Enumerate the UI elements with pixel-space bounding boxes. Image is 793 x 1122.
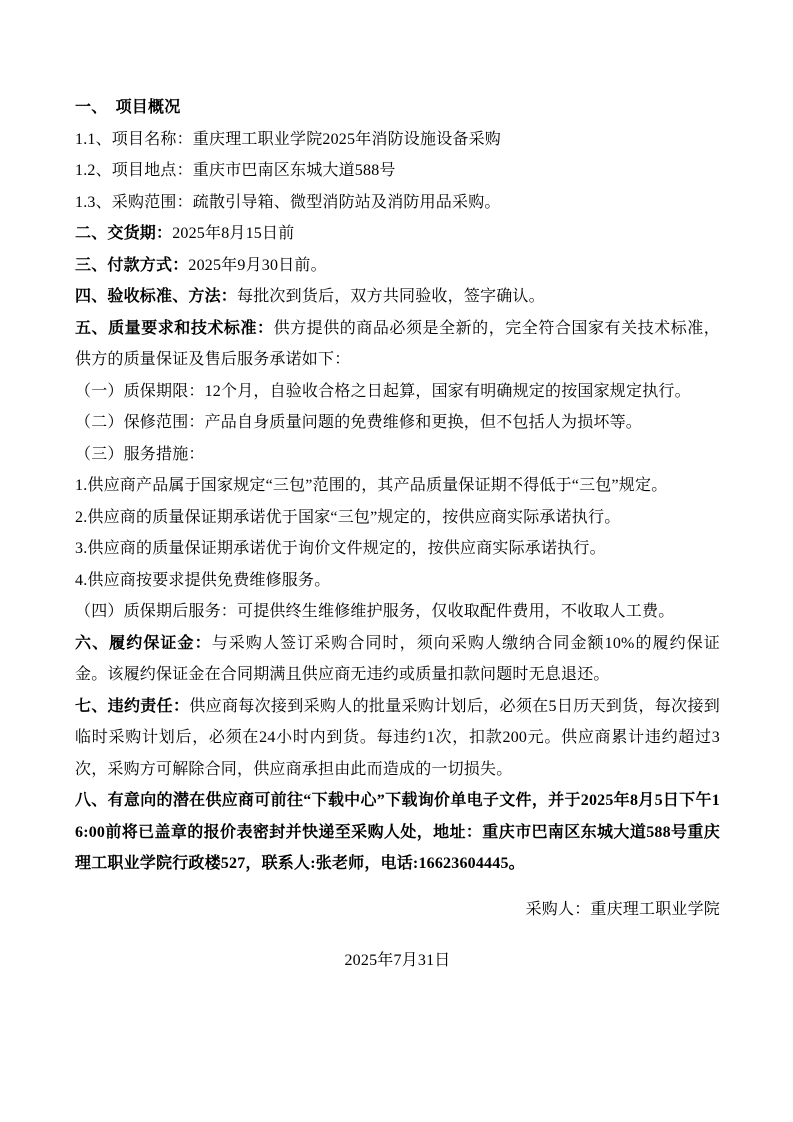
paragraph xyxy=(75,691,720,786)
paragraph-text: 2025年8月15日前 xyxy=(172,225,295,242)
paragraph-text: （三）服务措施： xyxy=(75,445,205,463)
paragraph-label: 六、履约保证金： xyxy=(75,634,212,652)
paragraph xyxy=(75,92,720,124)
paragraph-text: 1.2、项目地点：重庆市巴南区东城大道588号 xyxy=(75,162,396,179)
paragraph-label: 一、 项目概况 xyxy=(75,99,181,116)
paragraph xyxy=(75,124,720,156)
paragraph-label: 八、有意向的潜在供应商可前往“下载中心”下载询价单电子文件，并于2025年8月5日下午16:00前将已盖章的报价表密封并快递至采购人处，地址：重庆市巴南区东城大道588号重庆理工职业学院行政楼527，联系人:张老师，电话:16623604445。 xyxy=(75,792,720,872)
paragraph-text: 2025年9月30日前。 xyxy=(188,256,327,274)
paragraph-label: 四、验收标准、方法： xyxy=(75,288,238,305)
paragraph-text: （一）质保期限：12个月，自验收合格之日起算，国家有明确规定的按国家规定执行。 xyxy=(75,382,691,400)
paragraph-text: 供应商每次接到采购人的批量采购计划后，必须在5日历天到货，每次接到临时采购计划后，必须在24小时内到货。每违约1次，扣款200元。供应商累计违约超过3次，采购方可解除合同，供应商承担由此而造成的一切损失。 xyxy=(75,697,720,778)
paragraph xyxy=(75,533,720,565)
paragraph xyxy=(75,439,720,471)
paragraph-label: 二、交货期： xyxy=(75,225,173,242)
paragraph xyxy=(75,407,720,439)
document-date-line: 2025年7月31日 xyxy=(344,952,451,969)
paragraph xyxy=(75,313,720,376)
paragraph-text: 与采购人签订采购合同时，须向采购人缴纳合同金额10%的履约保证金。该履约保证金在合同期满且供应商无违约或质量扣款问题时无息退还。 xyxy=(75,634,720,683)
paragraph-text: 4.供应商按要求提供免费维修服务。 xyxy=(75,571,331,589)
paragraph-label: 七、违约责任： xyxy=(75,697,190,715)
paragraph xyxy=(75,281,720,313)
paragraph-text: 供方提供的商品必须是全新的，完全符合国家有关技术标准，供方的质量保证及售后服务承诺如下： xyxy=(75,319,721,368)
paragraph xyxy=(75,376,720,408)
paragraph xyxy=(75,187,720,219)
paragraph-text: 1.3、采购范围：疏散引导箱、微型消防站及消防用品采购。 xyxy=(75,193,501,211)
buyer-signature-line: 采购人：重庆理工职业学院 xyxy=(525,900,720,918)
document-body xyxy=(75,92,720,880)
paragraph xyxy=(75,250,720,282)
paragraph-text: 每批次到货后，双方共同验收，签字确认。 xyxy=(237,288,545,305)
paragraph-label: 三、付款方式： xyxy=(75,256,189,274)
paragraph-text: 1.1、项目名称：重庆理工职业学院2025年消防设施设备采购 xyxy=(75,130,502,148)
paragraph xyxy=(75,596,720,628)
paragraph-text: 1.供应商产品属于国家规定“三包”范围的，其产品质量保证期不得低于“三包”规定。 xyxy=(75,477,668,494)
paragraph xyxy=(75,502,720,534)
paragraph-label: 五、质量要求和技术标准： xyxy=(75,319,274,337)
paragraph xyxy=(75,155,720,187)
paragraph-text: （二）保修范围：产品自身质量问题的免费维修和更换，但不包括人为损坏等。 xyxy=(75,414,643,431)
paragraph xyxy=(75,565,720,597)
paragraph xyxy=(75,218,720,250)
paragraph-text: 3.供应商的质量保证期承诺优于询价文件规定的，按供应商实际承诺执行。 xyxy=(75,540,606,557)
paragraph-text: （四）质保期后服务：可提供终生维修维护服务，仅收取配件费用，不收取人工费。 xyxy=(75,603,675,620)
paragraph xyxy=(75,628,720,691)
paragraph xyxy=(75,785,720,880)
paragraph-text: 2.供应商的质量保证期承诺优于国家“三包”规定的，按供应商实际承诺执行。 xyxy=(75,508,621,526)
paragraph xyxy=(75,470,720,502)
